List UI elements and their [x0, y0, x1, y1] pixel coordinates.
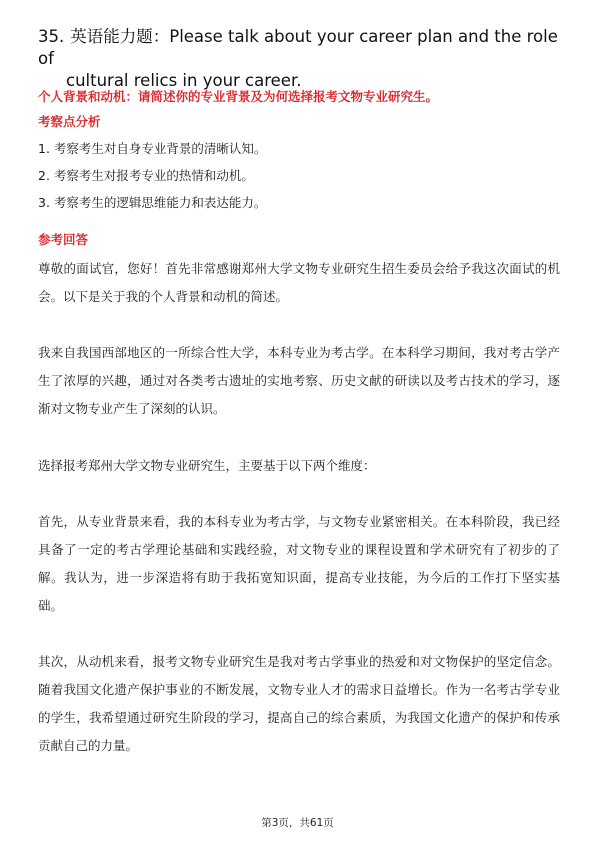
question-number: 35. [38, 27, 65, 46]
answer-paragraph-2: 我来自我国西部地区的一所综合性大学，本科专业为考古学。在本科学习期间，我对考古学产生了浓厚的兴趣，通过对各类考古遗址的实地考察、历史文献的研读以及考古技术的学习，逐渐对文物专业产生了深刻的认识。 [38, 345, 560, 416]
reference-heading: 参考回答 [38, 232, 89, 247]
answer-paragraph-3: 选择报考郑州大学文物专业研究生，主要基于以下两个维度： [38, 458, 376, 473]
analysis-item: 1. 考察考生对自身专业背景的清晰认知。 [38, 141, 267, 156]
analysis-item: 3. 考察考生的逻辑思维能力和表达能力。 [38, 195, 267, 210]
page-number: 第3页，共61页 [261, 817, 334, 829]
question-title-line2: cultural relics in your career. [66, 71, 302, 90]
section-heading: 个人背景和动机：请简述你的专业背景及为何选择报考文物专业研究生。 [38, 89, 439, 104]
answer-paragraph-5: 其次，从动机来看，报考文物专业研究生是我对考古学事业的热爱和对文物保护的坚定信念。随着我国文化遗产保护事业的不断发展，文物专业人才的需求日益增长。作为一名考古学专业的学生，我希望通过研究生阶段的学习，提高自己的综合素质，为我国文化遗产的保护和传承贡献自己的力量。 [38, 654, 560, 753]
analysis-item: 2. 考察考生对报考专业的热情和动机。 [38, 168, 254, 183]
analysis-list [38, 140, 558, 221]
answer-paragraph-1: 尊敬的面试官，您好！首先非常感谢郑州大学文物专业研究生招生委员会给予我这次面试的机会。以下是关于我的个人背景和动机的简述。 [38, 261, 560, 304]
answer-paragraph-4: 首先，从专业背景来看，我的本科专业为考古学，与文物专业紧密相关。在本科阶段，我已经具备了一定的考古学理论基础和实践经验，对文物专业的课程设置和学术研究有了初步的了解。我认为，进一步深造将有助于我拓宽知识面，提高专业技能，为今后的工作打下坚实基础。 [38, 514, 560, 613]
question-title-line1: 英语能力题：Please talk about your career plan and the role of [38, 27, 558, 68]
analysis-heading: 考察点分析 [38, 114, 101, 129]
question-title [38, 26, 558, 92]
